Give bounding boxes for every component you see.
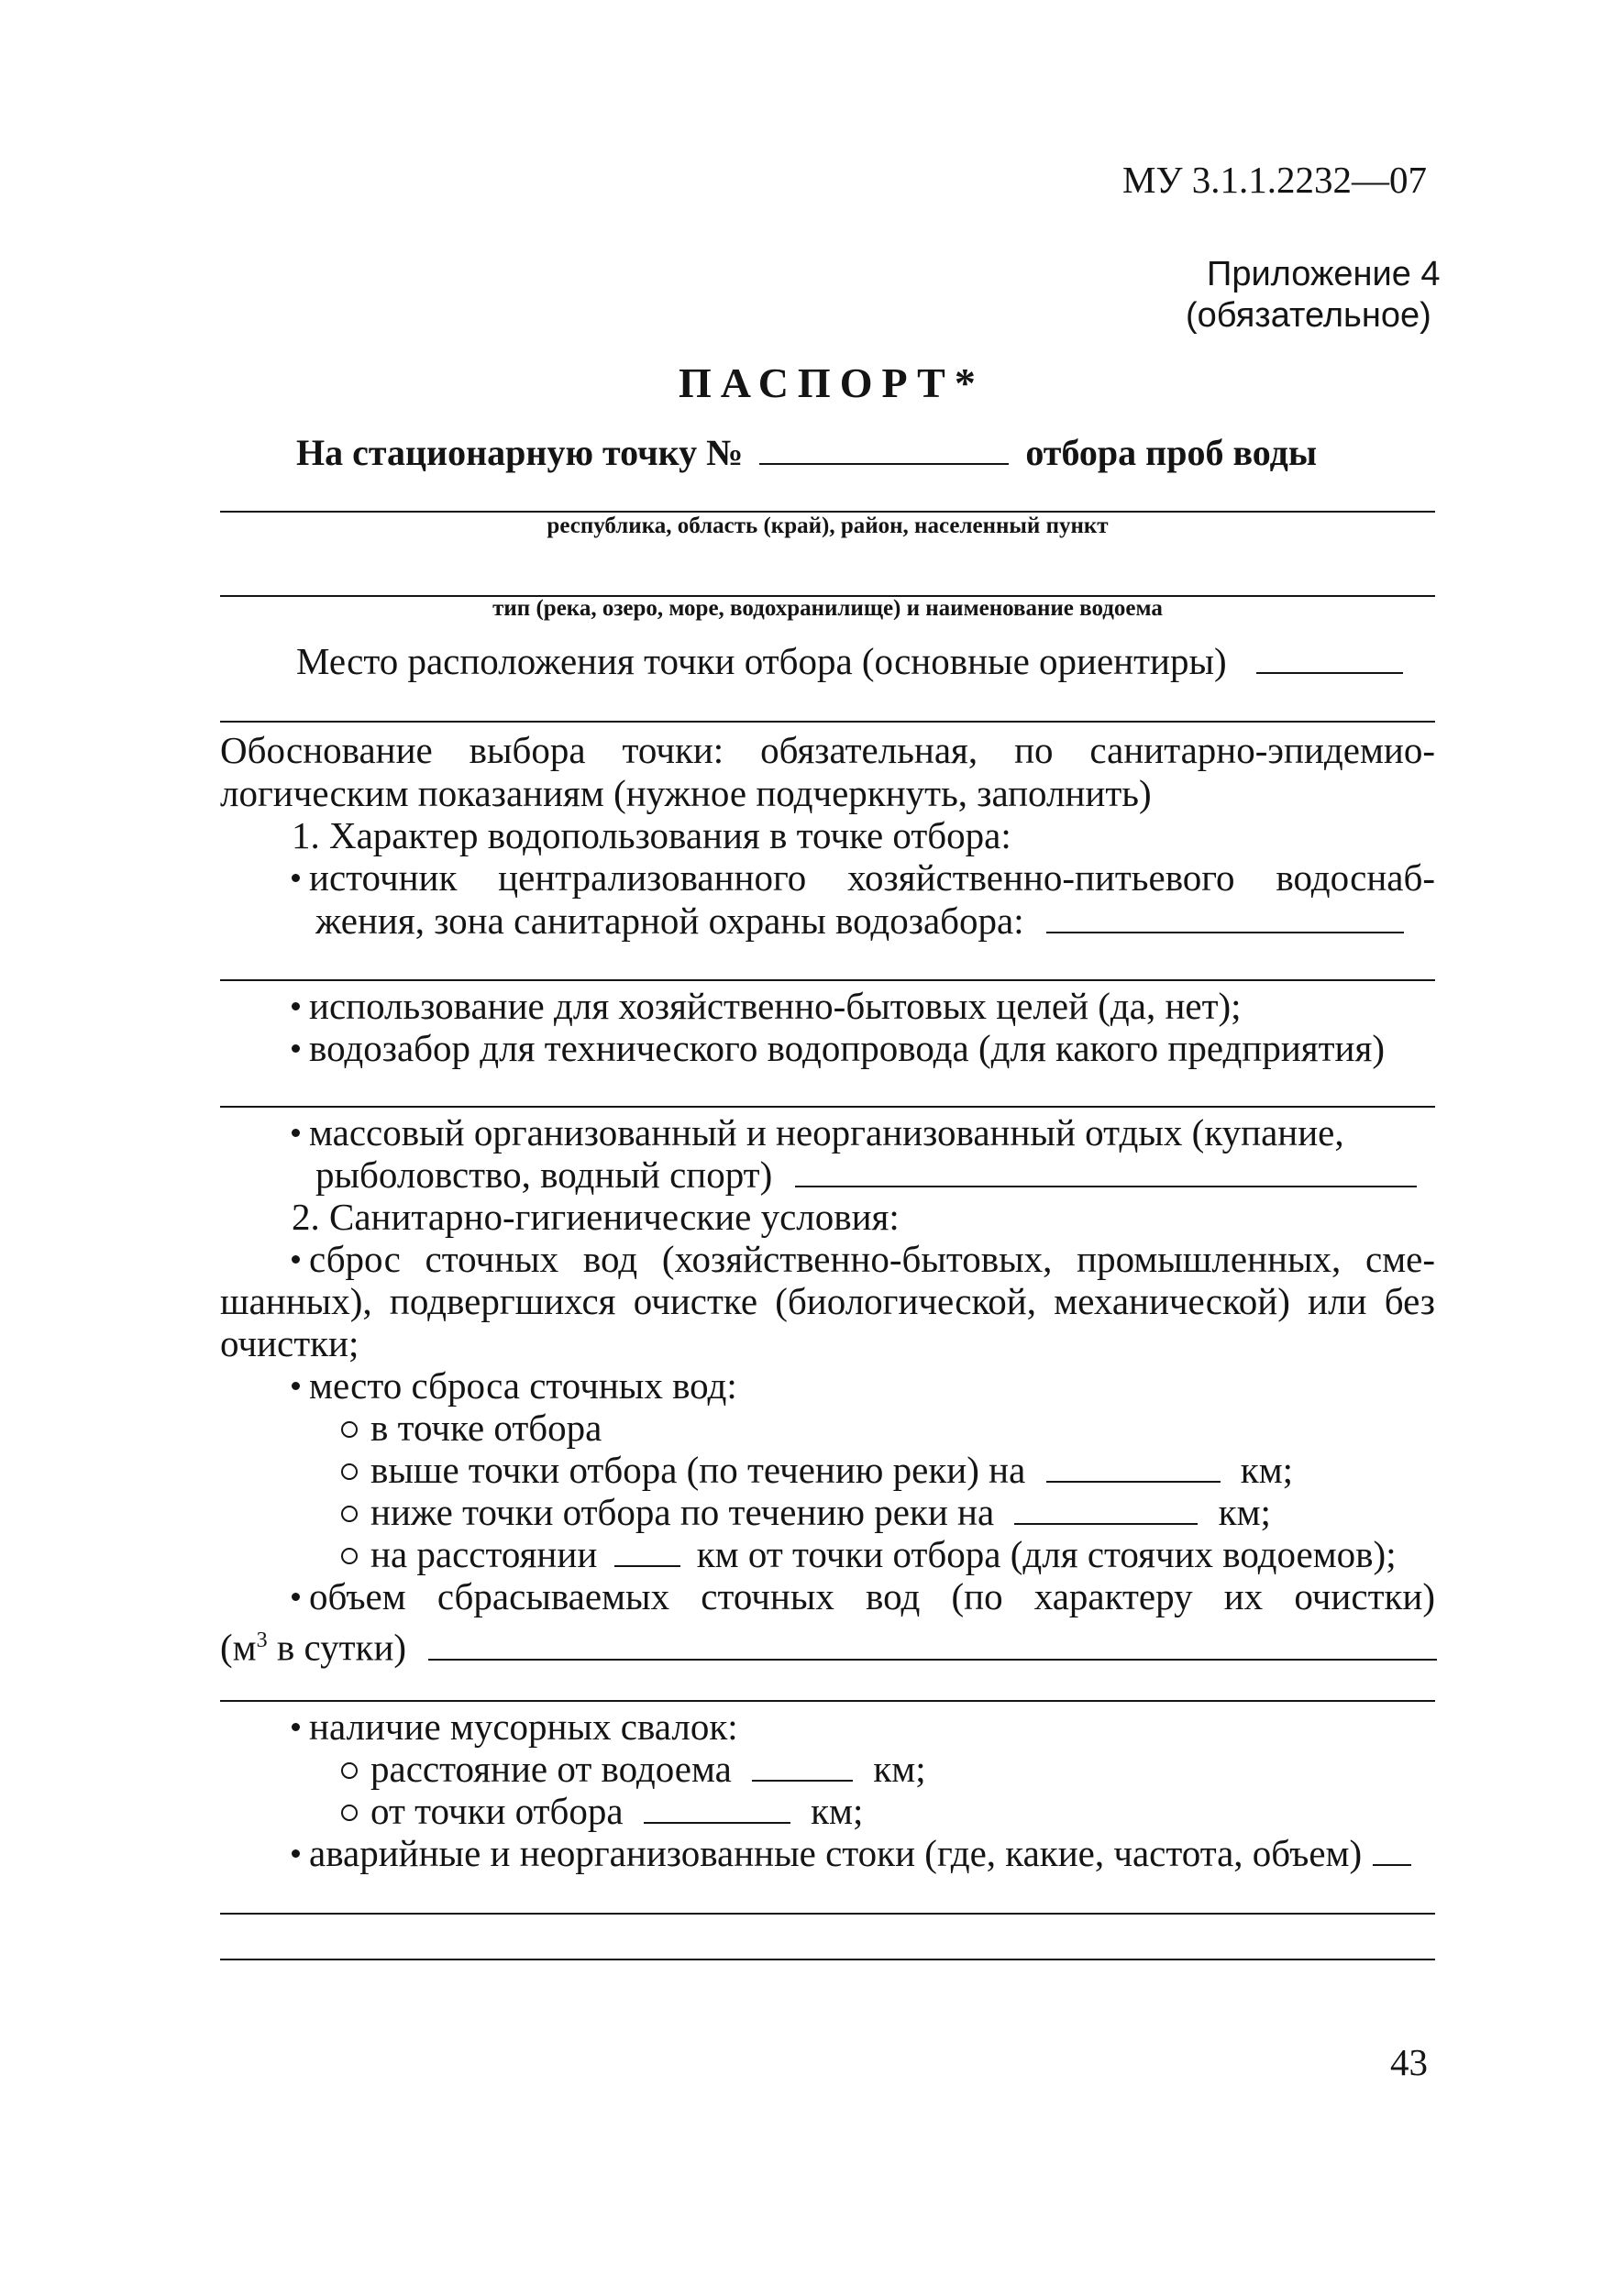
location-field[interactable] bbox=[220, 511, 1435, 513]
appendix-label: Приложение 4 bbox=[1207, 255, 1441, 293]
place-field-line-2[interactable] bbox=[220, 721, 1435, 723]
circle-bullet-icon bbox=[341, 1805, 358, 1821]
bullet-icon bbox=[292, 1849, 300, 1858]
downstream-km-field[interactable] bbox=[1014, 1494, 1198, 1525]
dump-distance-water-field[interactable] bbox=[752, 1750, 853, 1782]
bullet-icon bbox=[292, 1593, 300, 1601]
s2-item-1-line-2: шанных), подвергшихся очистке (биологической, механической) или без bbox=[220, 1280, 1435, 1322]
s2-item-1-line-1: сброс сточных вод (хозяйственно-бытовых, промышленных, сме- bbox=[292, 1238, 1435, 1281]
s2-sub-5: расстояние от водоема км; bbox=[341, 1748, 926, 1791]
bullet-icon bbox=[292, 1002, 300, 1010]
emergency-discharge-field[interactable] bbox=[1373, 1835, 1411, 1866]
emergency-discharge-field-line-2[interactable] bbox=[220, 1913, 1435, 1915]
circle-bullet-icon bbox=[341, 1762, 358, 1779]
sanitary-zone-field[interactable] bbox=[1046, 902, 1404, 933]
page-number: 43 bbox=[1390, 2041, 1428, 2083]
water-body-caption: тип (река, озеро, море, водохранилище) и наименование водоема bbox=[492, 596, 1163, 621]
circle-bullet-icon bbox=[341, 1548, 358, 1564]
document-code: МУ 3.1.1.2232—07 bbox=[1122, 159, 1427, 201]
justification-line-1: Обоснование выбора точки: обязательная, по санитарно-эпидемио- bbox=[220, 729, 1435, 771]
enterprise-field[interactable] bbox=[220, 1106, 1435, 1108]
subtitle-right: отбора проб воды bbox=[1025, 432, 1318, 473]
s1-item-1-line-2: жения, зона санитарной охраны водозабора: bbox=[315, 900, 1404, 943]
point-number-field[interactable] bbox=[759, 434, 1009, 465]
s1-item-4-line-2: рыболовство, водный спорт) bbox=[315, 1154, 1417, 1197]
s2-sub-6: от точки отбора км; bbox=[341, 1790, 863, 1833]
subtitle-left: На стационарную точку № bbox=[296, 432, 744, 473]
s1-item-1-line-1: источник централизованного хозяйственно-питьевого водоснаб- bbox=[292, 856, 1435, 900]
s2-item-3-line-1: объем сбрасываемых сточных вод (по характеру их очистки) bbox=[292, 1575, 1435, 1618]
bullet-icon bbox=[292, 1044, 300, 1053]
bullet-icon bbox=[292, 1255, 300, 1264]
place-label bbox=[296, 640, 1403, 683]
sanitary-zone-field-line-2[interactable] bbox=[220, 979, 1435, 981]
justification-line-2: логическим показаниям (нужное подчеркнуть, заполнить) bbox=[220, 772, 1152, 814]
bullet-icon bbox=[292, 1129, 300, 1137]
s2-item-2: место сброса сточных вод: bbox=[292, 1364, 737, 1407]
s2-sub-2: выше точки отбора (по течению реки) на км; bbox=[341, 1449, 1293, 1492]
distance-km-field[interactable] bbox=[614, 1536, 680, 1567]
s1-item-2: использование для хозяйственно-бытовых целей (да, нет); bbox=[292, 985, 1242, 1028]
s2-item-3-line-2: ($м^3$ в сутки) bbox=[220, 1619, 1437, 1670]
circle-bullet-icon bbox=[341, 1506, 358, 1522]
location-caption: республика, область (край), район, населенный пункт bbox=[547, 513, 1109, 538]
section-1-title: 1. Характер водопользования в точке отбора: bbox=[292, 814, 1011, 856]
upstream-km-field[interactable] bbox=[1046, 1452, 1221, 1483]
s2-item-4: наличие мусорных свалок: bbox=[292, 1706, 738, 1749]
discharge-volume-field-line-2[interactable] bbox=[220, 1700, 1435, 1702]
s1-item-4-line-1: массовый организованный и неорганизованный отдых (купание, bbox=[292, 1111, 1344, 1154]
section-2-title: 2. Санитарно-гигиенические условия: bbox=[292, 1196, 900, 1238]
bullet-icon bbox=[292, 1723, 300, 1731]
bullet-icon bbox=[292, 874, 300, 882]
s2-item-5: аварийные и неорганизованные стоки (где, какие, частота, объем) bbox=[292, 1832, 1411, 1875]
emergency-discharge-field-line-3[interactable] bbox=[220, 1959, 1435, 1960]
recreation-field[interactable] bbox=[795, 1156, 1417, 1187]
s2-sub-3: ниже точки отбора по течению реки на км; bbox=[341, 1491, 1271, 1534]
title-subtitle bbox=[296, 431, 1317, 474]
circle-bullet-icon bbox=[341, 1463, 358, 1480]
page-title: ПАСПОРТ* bbox=[679, 359, 985, 406]
s2-sub-4: на расстоянии км от точки отбора (для стоячих водоемов); bbox=[341, 1533, 1397, 1576]
discharge-volume-field[interactable] bbox=[428, 1629, 1437, 1661]
dump-distance-point-field[interactable] bbox=[644, 1793, 790, 1824]
appendix-note: (обязательное) bbox=[1186, 296, 1431, 335]
s1-item-3: водозабор для технического водопровода (для какого предприятия) bbox=[292, 1027, 1385, 1070]
place-text: Место расположения точки отбора (основные ориентиры) bbox=[296, 640, 1227, 682]
bullet-icon bbox=[292, 1382, 300, 1390]
place-field[interactable] bbox=[1256, 643, 1403, 674]
s2-sub-1: в точке отбора bbox=[341, 1407, 602, 1450]
s2-item-1-line-3: очистки; bbox=[220, 1322, 359, 1364]
circle-bullet-icon bbox=[341, 1421, 358, 1438]
